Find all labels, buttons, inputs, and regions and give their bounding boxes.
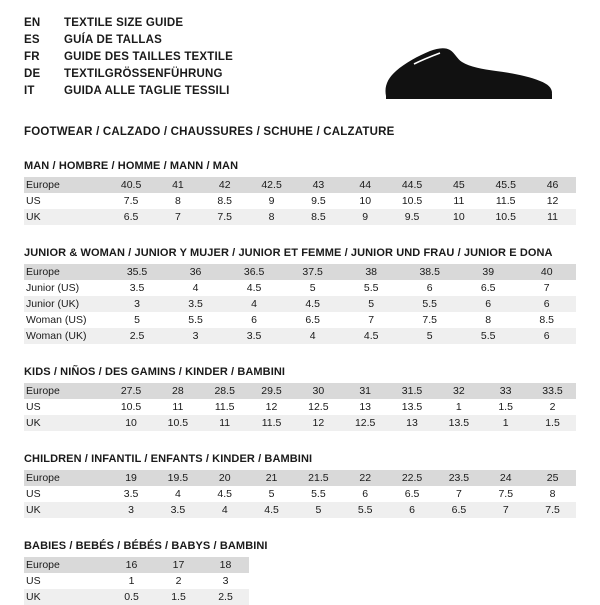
cell: 5 — [283, 280, 342, 296]
cell: 6 — [517, 296, 576, 312]
cell: 8.5 — [517, 312, 576, 328]
cell: 42.5 — [248, 177, 295, 193]
cell: 18 — [202, 557, 249, 573]
table-row — [24, 589, 249, 605]
cell: 1.5 — [529, 415, 576, 431]
table-row — [24, 415, 576, 431]
size-table-man — [24, 177, 576, 225]
cell: 7 — [342, 312, 400, 328]
cell: 3.5 — [108, 280, 167, 296]
cell: 23.5 — [435, 470, 482, 486]
row-label: US — [24, 486, 108, 502]
row-label: UK — [24, 415, 108, 431]
cell: 10.5 — [389, 193, 436, 209]
cell: 4 — [283, 328, 342, 344]
cell: 6.5 — [435, 502, 482, 518]
cell: 3 — [166, 328, 224, 344]
cell: 8 — [155, 193, 202, 209]
size-table-babies — [24, 557, 249, 605]
cell: 41 — [155, 177, 202, 193]
cell: 21 — [248, 470, 295, 486]
table-row — [24, 209, 576, 225]
cell: 13 — [389, 415, 436, 431]
cell: 4.5 — [248, 502, 295, 518]
cell: 28.5 — [201, 383, 248, 399]
cell: 3.5 — [225, 328, 284, 344]
table-row — [24, 573, 249, 589]
row-label: US — [24, 193, 108, 209]
language-row — [24, 84, 233, 101]
section-junior-woman — [24, 247, 576, 344]
cell: 40.5 — [108, 177, 155, 193]
row-label: UK — [24, 209, 108, 225]
table-row — [24, 296, 576, 312]
cell: 5 — [400, 328, 459, 344]
cell: 31 — [342, 383, 389, 399]
cell: 4.5 — [283, 296, 342, 312]
cell: 12.5 — [342, 415, 389, 431]
cell: 35.5 — [108, 264, 167, 280]
table-row — [24, 502, 576, 518]
cell: 1.5 — [482, 399, 529, 415]
row-label: Woman (UK) — [24, 328, 108, 344]
cell: 11.5 — [201, 399, 248, 415]
cell: 5.5 — [166, 312, 224, 328]
row-label: UK — [24, 589, 108, 605]
cell: 6 — [400, 280, 459, 296]
cell: 10 — [435, 209, 482, 225]
cell: 7.5 — [201, 209, 248, 225]
cell: 3 — [202, 573, 249, 589]
cell: 37.5 — [283, 264, 342, 280]
row-label: Europe — [24, 383, 108, 399]
cell: 4 — [154, 486, 201, 502]
cell: 4.5 — [225, 280, 284, 296]
cell: 13.5 — [389, 399, 436, 415]
section-title: BABIES / BEBÉS / BÉBÉS / BABYS / BAMBINI — [24, 540, 268, 552]
table-row — [24, 193, 576, 209]
section-children — [24, 453, 576, 518]
language-title: TEXTILGRÖSSENFÜHRUNG — [64, 68, 223, 80]
cell: 11 — [435, 193, 482, 209]
language-code: IT — [24, 85, 35, 97]
cell: 22 — [342, 470, 389, 486]
cell: 3 — [108, 296, 167, 312]
cell: 6.5 — [283, 312, 342, 328]
cell: 9 — [342, 209, 389, 225]
section-man — [24, 160, 576, 225]
cell: 20 — [201, 470, 248, 486]
language-title: GUÍA DE TALLAS — [64, 34, 162, 46]
table-row — [24, 264, 576, 280]
cell: 17 — [155, 557, 202, 573]
cell: 27.5 — [108, 383, 155, 399]
cell: 11.5 — [482, 193, 529, 209]
language-code: FR — [24, 51, 40, 63]
cell: 16 — [108, 557, 155, 573]
language-code: DE — [24, 68, 41, 80]
cell: 28 — [154, 383, 201, 399]
cell: 33.5 — [529, 383, 576, 399]
cell: 7 — [482, 502, 529, 518]
cell: 11 — [529, 209, 576, 225]
cell: 3.5 — [166, 296, 224, 312]
cell: 5 — [342, 296, 400, 312]
cell: 7 — [155, 209, 202, 225]
cell: 10.5 — [482, 209, 529, 225]
cell: 6 — [225, 312, 284, 328]
table-row — [24, 486, 576, 502]
cell: 7.5 — [529, 502, 576, 518]
row-label: Europe — [24, 557, 108, 573]
category-heading: FOOTWEAR / CALZADO / CHAUSSURES / SCHUHE / CALZATURE — [24, 126, 395, 138]
cell: 5 — [295, 502, 342, 518]
row-label: UK — [24, 502, 108, 518]
row-label: US — [24, 573, 108, 589]
cell: 45.5 — [482, 177, 529, 193]
section-babies — [24, 540, 576, 605]
cell: 2 — [155, 573, 202, 589]
cell: 5 — [108, 312, 167, 328]
cell: 8 — [459, 312, 517, 328]
language-row — [24, 33, 233, 50]
cell: 12 — [248, 399, 295, 415]
cell: 2.5 — [202, 589, 249, 605]
cell: 3.5 — [154, 502, 201, 518]
section-kids — [24, 366, 576, 431]
cell: 8 — [529, 486, 576, 502]
cell: 43 — [295, 177, 342, 193]
cell: 4.5 — [201, 486, 248, 502]
row-label: Junior (UK) — [24, 296, 108, 312]
cell: 24 — [482, 470, 529, 486]
cell: 44.5 — [389, 177, 436, 193]
cell: 11 — [201, 415, 248, 431]
cell: 1.5 — [155, 589, 202, 605]
cell: 10 — [342, 193, 389, 209]
cell: 8.5 — [295, 209, 342, 225]
table-row — [24, 470, 576, 486]
cell: 2.5 — [108, 328, 167, 344]
row-label: US — [24, 399, 108, 415]
row-label: Junior (US) — [24, 280, 108, 296]
cell: 2 — [529, 399, 576, 415]
cell: 5.5 — [295, 486, 342, 502]
cell: 19.5 — [154, 470, 201, 486]
cell: 6 — [459, 296, 517, 312]
cell: 5 — [248, 486, 295, 502]
cell: 19 — [108, 470, 155, 486]
cell: 42 — [201, 177, 248, 193]
cell: 25 — [529, 470, 576, 486]
cell: 33 — [482, 383, 529, 399]
cell: 38 — [342, 264, 400, 280]
cell: 11.5 — [248, 415, 295, 431]
cell: 32 — [435, 383, 482, 399]
cell: 30 — [295, 383, 342, 399]
table-row — [24, 312, 576, 328]
cell: 38.5 — [400, 264, 459, 280]
cell: 10.5 — [108, 399, 155, 415]
cell: 13.5 — [435, 415, 482, 431]
section-title: JUNIOR & WOMAN / JUNIOR Y MUJER / JUNIOR ET FEMME / JUNIOR UND FRAU / JUNIOR E DONA — [24, 247, 553, 259]
document-header — [24, 16, 576, 112]
cell: 8 — [248, 209, 295, 225]
cell: 7.5 — [400, 312, 459, 328]
size-table-children — [24, 470, 576, 518]
cell: 22.5 — [389, 470, 436, 486]
table-row — [24, 399, 576, 415]
cell: 1 — [482, 415, 529, 431]
section-title: KIDS / NIÑOS / DES GAMINS / KINDER / BAMBINI — [24, 366, 286, 378]
cell: 31.5 — [389, 383, 436, 399]
size-table-kids — [24, 383, 576, 431]
cell: 5.5 — [400, 296, 459, 312]
language-code: EN — [24, 17, 41, 29]
cell: 4 — [166, 280, 224, 296]
cell: 0.5 — [108, 589, 155, 605]
cell: 5.5 — [342, 502, 389, 518]
cell: 29.5 — [248, 383, 295, 399]
cell: 4 — [225, 296, 284, 312]
cell: 10 — [108, 415, 155, 431]
cell: 6.5 — [108, 209, 155, 225]
table-row — [24, 383, 576, 399]
dress-shoe-icon — [378, 38, 558, 108]
cell: 7.5 — [482, 486, 529, 502]
language-title-table — [24, 16, 233, 101]
cell: 4 — [201, 502, 248, 518]
section-title: CHILDREN / INFANTIL / ENFANTS / KINDER / BAMBINI — [24, 453, 313, 465]
cell: 9.5 — [295, 193, 342, 209]
table-row — [24, 177, 576, 193]
language-code: ES — [24, 34, 40, 46]
cell: 6 — [517, 328, 576, 344]
language-row — [24, 16, 233, 33]
language-row — [24, 67, 233, 84]
size-table-junior-woman — [24, 264, 576, 344]
cell: 6 — [389, 502, 436, 518]
cell: 4.5 — [342, 328, 400, 344]
cell: 9.5 — [389, 209, 436, 225]
row-label: Woman (US) — [24, 312, 108, 328]
cell: 3.5 — [108, 486, 155, 502]
cell: 1 — [108, 573, 155, 589]
cell: 7 — [517, 280, 576, 296]
cell: 12.5 — [295, 399, 342, 415]
table-row — [24, 557, 249, 573]
language-title-body — [24, 16, 233, 101]
table-row — [24, 328, 576, 344]
language-row — [24, 50, 233, 67]
cell: 39 — [459, 264, 517, 280]
cell: 1 — [435, 399, 482, 415]
cell: 7.5 — [108, 193, 155, 209]
cell: 45 — [435, 177, 482, 193]
cell: 9 — [248, 193, 295, 209]
cell: 36.5 — [225, 264, 284, 280]
cell: 44 — [342, 177, 389, 193]
cell: 12 — [529, 193, 576, 209]
language-title: TEXTILE SIZE GUIDE — [64, 17, 184, 29]
table-row — [24, 280, 576, 296]
cell: 12 — [295, 415, 342, 431]
language-title: GUIDE DES TAILLES TEXTILE — [64, 51, 233, 63]
cell: 13 — [342, 399, 389, 415]
row-label: Europe — [24, 470, 108, 486]
cell: 5.5 — [459, 328, 517, 344]
row-label: Europe — [24, 177, 108, 193]
section-title: MAN / HOMBRE / HOMME / MANN / MAN — [24, 160, 239, 172]
language-title: GUIDA ALLE TAGLIE TESSILI — [64, 85, 230, 97]
cell: 5.5 — [342, 280, 400, 296]
cell: 7 — [435, 486, 482, 502]
cell: 8.5 — [201, 193, 248, 209]
cell: 3 — [108, 502, 155, 518]
cell: 11 — [154, 399, 201, 415]
cell: 6 — [342, 486, 389, 502]
cell: 6.5 — [389, 486, 436, 502]
cell: 6.5 — [459, 280, 517, 296]
cell: 46 — [529, 177, 576, 193]
cell: 36 — [166, 264, 224, 280]
row-label: Europe — [24, 264, 108, 280]
cell: 10.5 — [154, 415, 201, 431]
cell: 21.5 — [295, 470, 342, 486]
cell: 40 — [517, 264, 576, 280]
